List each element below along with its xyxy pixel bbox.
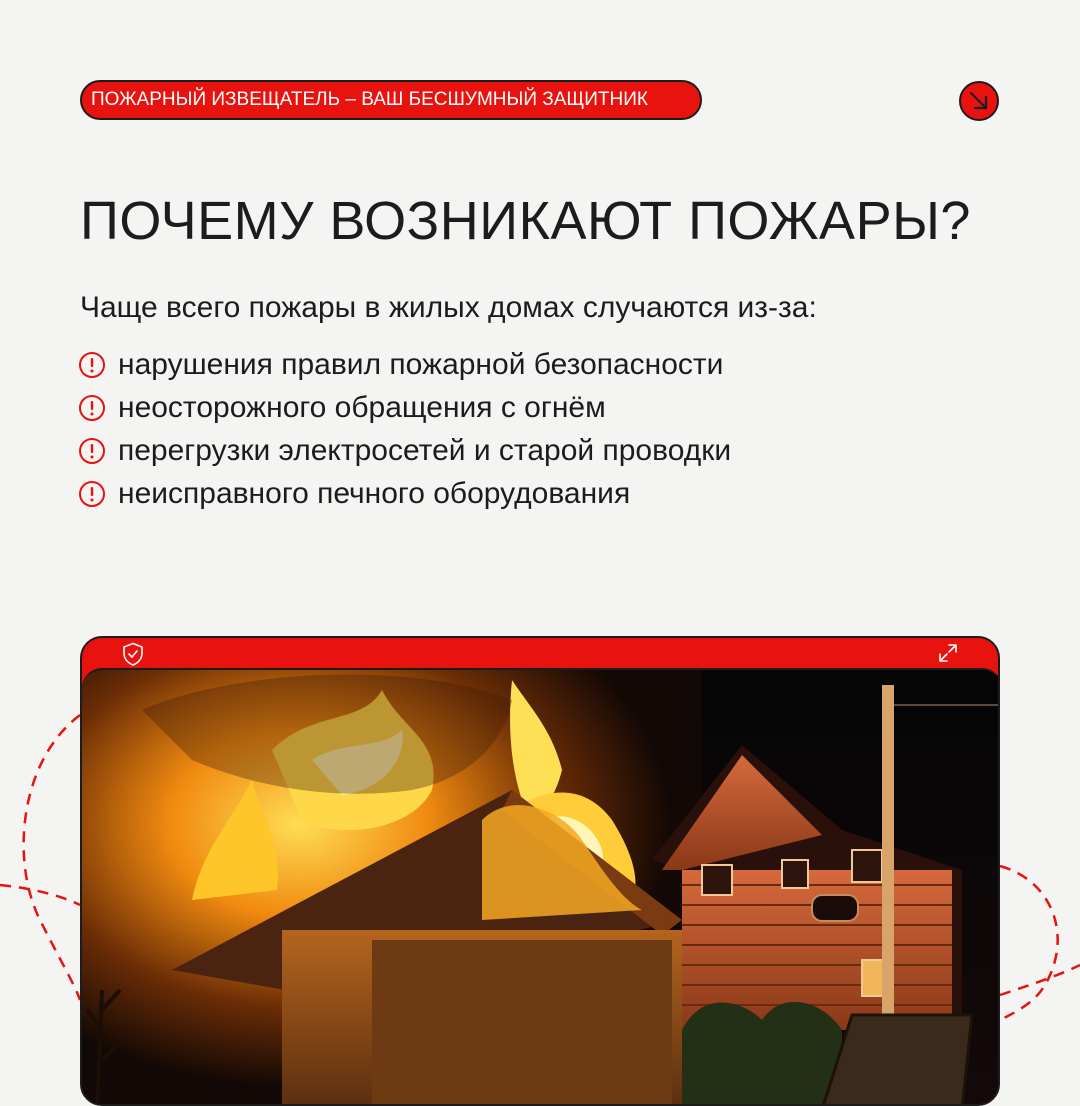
- image-frame: [80, 636, 1000, 1106]
- expand-icon[interactable]: [938, 643, 958, 663]
- cause-text: неисправного печного оборудования: [118, 476, 631, 510]
- list-item: [78, 343, 731, 386]
- cause-text: перегрузки электросетей и старой проводки: [118, 433, 732, 467]
- cause-text: неосторожного обращения с огнём: [118, 390, 606, 424]
- page-title: ПОЧЕМУ ВОЗНИКАЮТ ПОЖАРЫ?: [80, 191, 971, 251]
- shield-check-icon: [122, 642, 144, 666]
- frame-header: [82, 638, 998, 668]
- list-item: [78, 472, 731, 515]
- causes-list: [78, 343, 731, 515]
- warning-icon: [78, 351, 106, 379]
- list-item: [78, 386, 731, 429]
- warning-icon: [78, 480, 106, 508]
- warning-icon: [78, 394, 106, 422]
- list-item: [78, 429, 731, 472]
- arrow-down-right-icon[interactable]: [958, 80, 1000, 122]
- warning-icon: [78, 437, 106, 465]
- intro-text: Чаще всего пожары в жилых домах случаются из-за:: [80, 291, 817, 324]
- cause-text: нарушения правил пожарной безопасности: [118, 347, 724, 381]
- topic-tag: ПОЖАРНЫЙ ИЗВЕЩАТЕЛЬ – ВАШ БЕСШУМНЫЙ ЗАЩИТНИК: [80, 80, 702, 120]
- burning-house-photo: [82, 668, 1000, 1106]
